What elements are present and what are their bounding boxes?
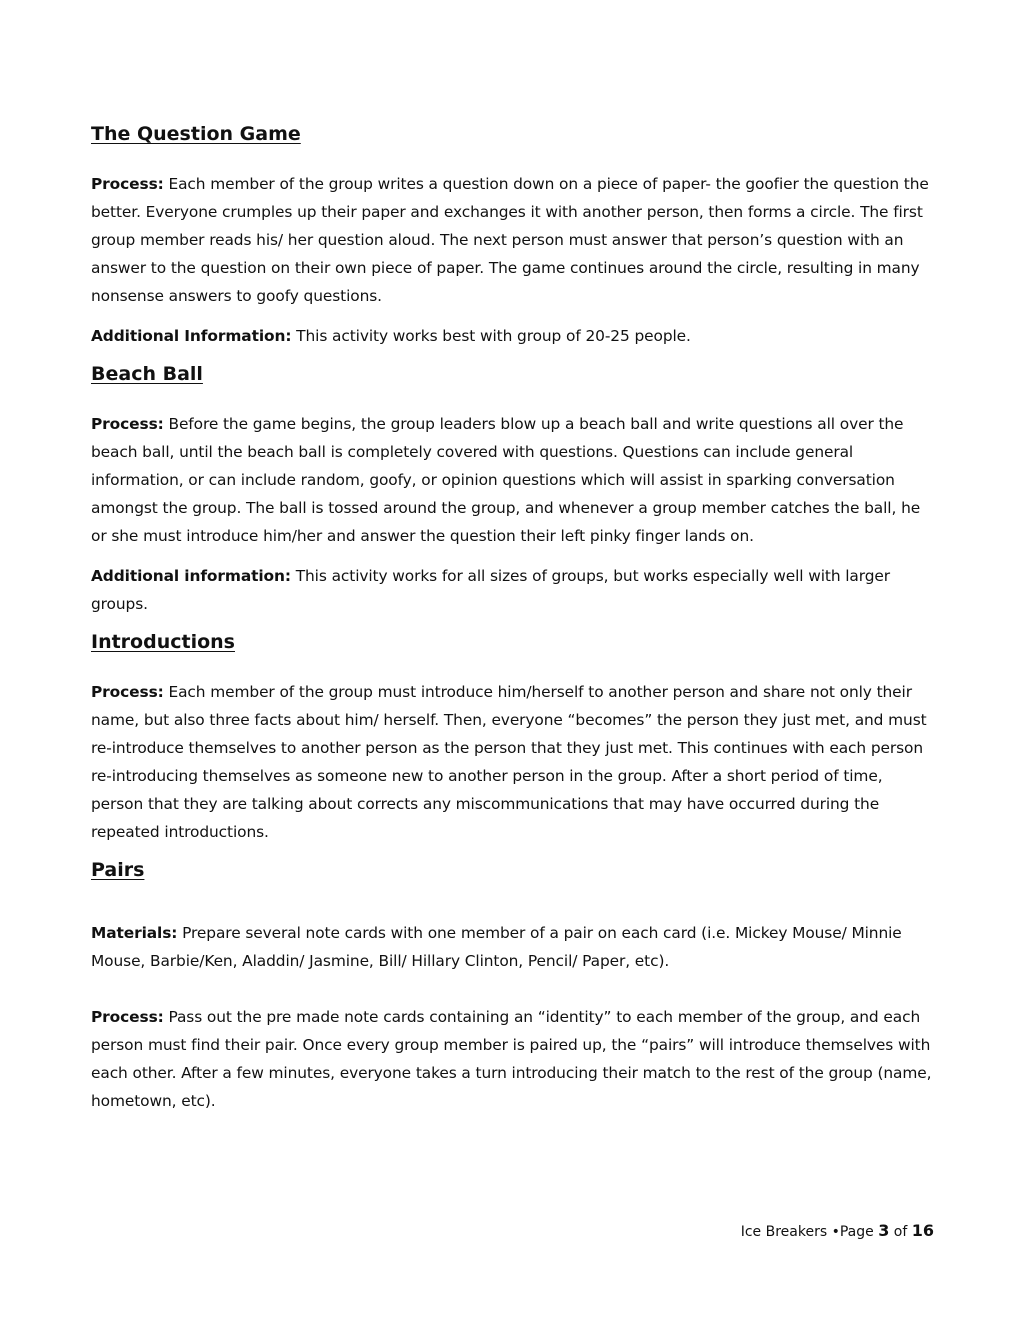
additional-info-label: Additional information: xyxy=(91,567,291,585)
additional-info-text: This activity works best with group of 20-25 people. xyxy=(291,327,691,345)
section-title-question-game: The Question Game xyxy=(91,123,301,145)
process-text: Before the game begins, the group leaders blow up a beach ball and write questions all over the beach ball, until the beach ball is completely covered with questions. Questions can include general information, or can include random, goofy, or opinion questions which will assist in sparking conversation amongst the group. The ball is tossed around the group, and whenever a group member catches the ball, he or she must introduce him/her and answer the question their left pinky finger lands on. xyxy=(91,415,921,545)
section-title-beach-ball: Beach Ball xyxy=(91,363,203,385)
introductions-process xyxy=(91,678,937,846)
beach-ball-process xyxy=(91,410,937,550)
process-label: Process: xyxy=(91,415,164,433)
process-text: Each member of the group writes a question down on a piece of paper- the goofier the question the better. Everyone crumples up their paper and exchanges it with another person, then forms a circle. The first group member reads his/ her question aloud. The next person must answer that person’s question with an answer to the question on their own piece of paper. The game continues around the circle, resulting in many nonsense answers to goofy questions. xyxy=(91,175,929,305)
materials-label: Materials: xyxy=(91,924,178,942)
process-label: Process: xyxy=(91,1008,164,1026)
beach-ball-additional-info xyxy=(91,562,937,618)
process-text: Pass out the pre made note cards containing an “identity” to each member of the group, and each person must find their pair. Once every group member is paired up, the “pairs” will introduce themselves with each other. After a few minutes, everyone takes a turn introducing their match to the rest of the group (name, hometown, etc). xyxy=(91,1008,932,1110)
pairs-materials xyxy=(91,919,937,975)
page-total: 16 xyxy=(911,1221,934,1240)
footer-of: of xyxy=(889,1224,912,1240)
additional-info-text: This activity works for all sizes of groups, but works especially well with larger groups. xyxy=(91,567,890,613)
process-label: Process: xyxy=(91,175,164,193)
pairs-process xyxy=(91,1003,937,1115)
document-body xyxy=(91,118,937,1115)
footer-prefix: Ice Breakers •Page xyxy=(740,1224,879,1240)
page-number: 3 xyxy=(878,1221,890,1240)
page-footer xyxy=(741,1220,934,1243)
section-title-introductions: Introductions xyxy=(91,631,235,653)
question-game-additional-info xyxy=(91,322,937,350)
materials-text: Prepare several note cards with one member of a pair on each card (i.e. Mickey Mouse/ Minnie Mouse, Barbie/Ken, Aladdin/ Jasmine, Bill/ Hillary Clinton, Pencil/ Paper, etc). xyxy=(91,924,902,970)
question-game-process xyxy=(91,170,937,310)
additional-info-label: Additional Information: xyxy=(91,327,292,345)
process-text: Each member of the group must introduce him/herself to another person and share not only their name, but also three facts about him/ herself. Then, everyone “becomes” the person they just met, and must re-introduce themselves to another person as the person that they just met. This continues with each person re-introducing themselves as someone new to another person in the group. After a short period of time, person that they are talking about corrects any miscommunications that may have occurred during the repeated introductions. xyxy=(91,683,927,841)
process-label: Process: xyxy=(91,683,164,701)
section-title-pairs: Pairs xyxy=(91,859,145,881)
